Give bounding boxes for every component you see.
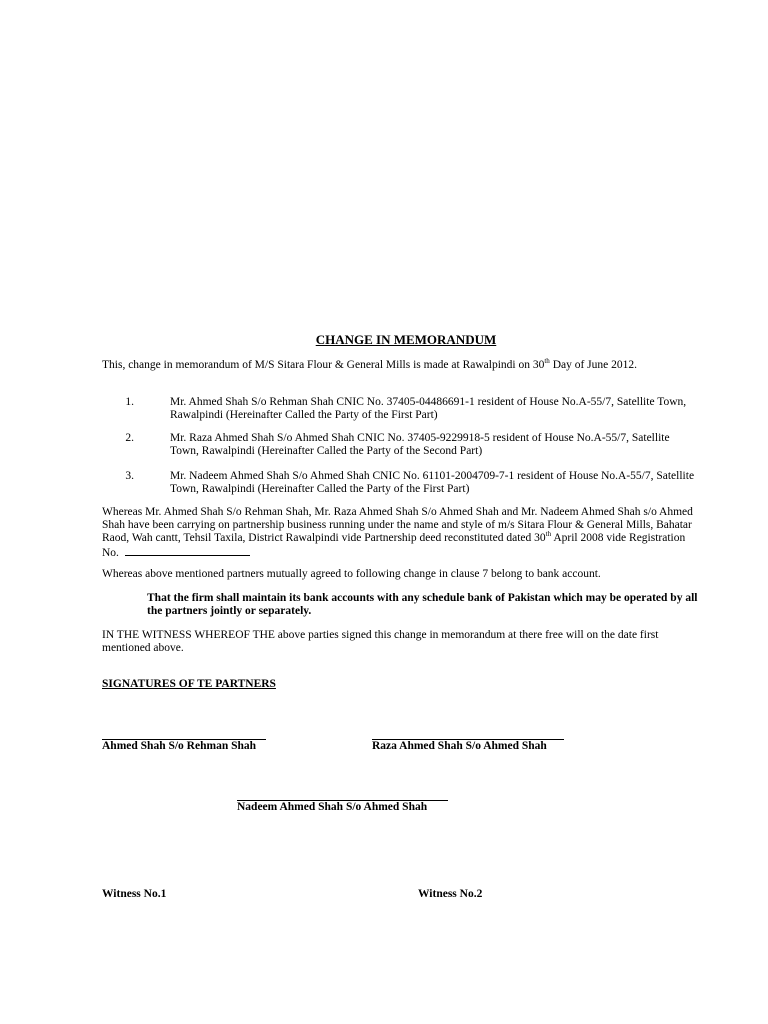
witness-1-label: Witness No.1 <box>102 888 167 900</box>
party-1-number: 1. <box>125 396 134 408</box>
whereas-superscript: th <box>545 530 552 539</box>
intro-text-before: This, change in memorandum of M/S Sitara Flour & General Mills is made at Rawalpindi on 30 <box>102 359 545 371</box>
whereas-agreement-paragraph: Whereas above mentioned partners mutually agreed to following change in clause 7 belong to bank account. <box>102 568 601 580</box>
bank-clause: That the firm shall maintain its bank accounts with any schedule bank of Pakistan which may be operated by all the partners jointly or separately. <box>147 592 698 617</box>
party-3-number: 3. <box>125 470 134 482</box>
registration-blank-line <box>125 545 250 556</box>
party-2-text: Mr. Raza Ahmed Shah S/o Ahmed Shah CNIC No. 37405-9229918-5 resident of House No.A-55/7, Satellite Town, Rawalpindi (Hereinafter Called the Party of the Second Part) <box>170 432 670 457</box>
whereas-partnership-paragraph <box>102 506 702 560</box>
signatory-1-name: Ahmed Shah S/o Rehman Shah <box>102 740 257 752</box>
intro-superscript: th <box>544 357 550 366</box>
intro-text-after: Day of June 2012. <box>549 359 638 371</box>
whereas-text-before: Whereas Mr. Ahmed Shah S/o Rehman Shah, Mr. Raza Ahmed Shah S/o Ahmed Shah and Mr. Nadeem Ahmed Shah s/o Ahmed Shah have been carrying on partnership business running under the name and style of m/s Sitara Flour & General Mills, Bahatar Raod, Wah cantt, Tehsil Taxila, District Rawalpindi vide Partnership deed reconstituted dated 30 <box>102 506 693 544</box>
party-3-text: Mr. Nadeem Ahmed Shah S/o Ahmed Shah CNIC No. 61101-2004709-7-1 resident of House No.A-55/7, Satellite Town, Rawalpindi (Hereinafter Called the Party of the First Part) <box>170 470 695 495</box>
party-2-number: 2. <box>125 432 134 444</box>
document-title: CHANGE IN MEMORANDUM <box>315 332 497 347</box>
signatory-3-name: Nadeem Ahmed Shah S/o Ahmed Shah <box>237 801 428 813</box>
party-1-text: Mr. Ahmed Shah S/o Rehman Shah CNIC No. 37405-04486691-1 resident of House No.A-55/7, Satellite Town, Rawalpindi (Hereinafter Called the Party of the First Part) <box>170 396 687 421</box>
witness-2-label: Witness No.2 <box>418 888 483 900</box>
signatures-heading: SIGNATURES OF TE PARTNERS <box>102 678 276 690</box>
witness-statement: IN THE WITNESS WHEREOF THE above parties signed this change in memorandum at there free will on the date first mentioned above. <box>102 629 659 654</box>
whereas-text-after: April 2008 vide Registration No. <box>102 532 686 559</box>
signatory-2-name: Raza Ahmed Shah S/o Ahmed Shah <box>372 740 547 752</box>
intro-paragraph <box>102 359 702 372</box>
